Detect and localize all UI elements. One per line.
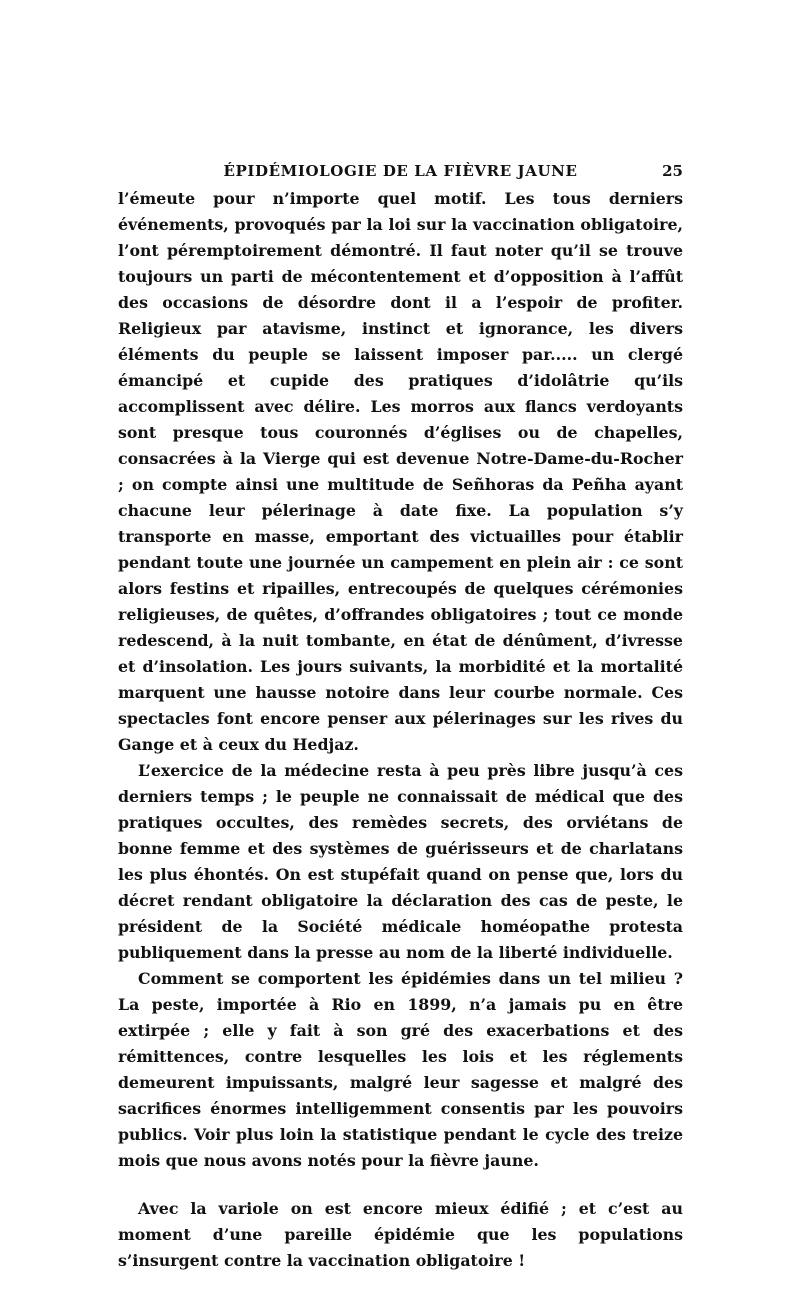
running-title: ÉPIDÉMIOLOGIE DE LA FIÈVRE JAUNE — [223, 162, 578, 180]
page-number: 25 — [662, 162, 683, 180]
running-head — [118, 160, 683, 182]
paragraph-3: Comment se comportent les épidémies dans un tel milieu ? La peste, importée à Rio en 1899, n’a jamais pu en être extirpée ; elle y fait à son gré des exacerbations et des rémittences, contre lesquelles les lois et les réglements demeurent impuissants, malgré leur sagesse et malgré des sacrifices énormes intelligemment consentis par les pouvoirs publics. Voir plus loin la statistique pendant le cycle des treize mois que nous avons notés pour la fièvre jaune. — [118, 969, 683, 1170]
paragraph-4: Avec la variole on est encore mieux édifié ; et c’est au moment d’une pareille épidémie que les populations s’insurgent contre la vaccination obligatoire ! — [118, 1199, 683, 1270]
body-text — [118, 186, 683, 1274]
paragraph-2: L’exercice de la médecine resta à peu près libre jusqu’à ces derniers temps ; le peuple ne connaissait de médical que des pratiques occultes, des remèdes secrets, des orviétans de bonne femme et des systèmes de guérisseurs et de charlatans les plus éhontés. On est stupéfait quand on pense que, lors du décret rendant obligatoire la déclaration des cas de peste, le président de la Société médicale homéopathe protesta publiquement dans la presse au nom de la liberté individuelle. — [118, 761, 683, 962]
paragraph-1: l’émeute pour n’importe quel motif. Les tous derniers événements, provoqués par la loi sur la vaccination obligatoire, l’ont péremptoirement démontré. Il faut noter qu’il se trouve toujours un parti de mécontentement et d’opposition à l’affût des occasions de désordre dont il a l’espoir de profiter. Religieux par atavisme, instinct et ignorance, les divers éléments du peuple se laissent imposer par..... un clergé émancipé et cupide des pratiques d’idolâtrie qu’ils accomplissent avec délire. Les morros aux flancs verdoyants sont presque tous couronnés d’églises ou de chapelles, consacrées à la Vierge qui est devenue Notre-Dame-du-Rocher ; on compte ainsi une multitude de Señhoras da Peñha ayant chacune leur pélerinage à date fixe. La population s’y transporte en masse, emportant des victuailles pour établir pendant toute une journée un campement en plein air : ce sont alors festins et ripailles, entrecoupés de quelques cérémonies religieuses, de quêtes, d’offrandes obligatoires ; tout ce monde redescend, à la nuit tombante, en état de dénûment, d’ivresse et d’insolation. Les jours suivants, la morbidité et la mortalité marquent une hausse notoire dans leur courbe normale. Ces spectacles font encore penser aux pélerinages sur les rives du Gange et à ceux du Hedjaz. — [118, 189, 683, 754]
